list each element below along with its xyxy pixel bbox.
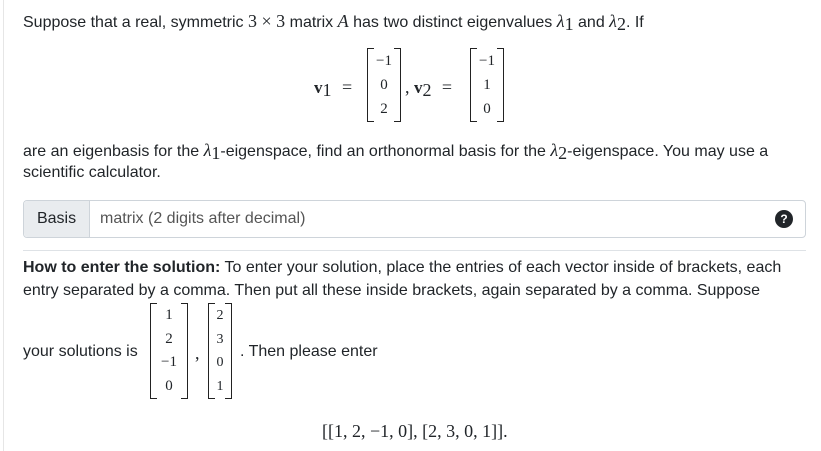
vector-v1 xyxy=(367,48,401,122)
help-icon[interactable]: ? xyxy=(775,210,793,228)
example-vector-2-entry: 3 xyxy=(216,332,224,347)
instructions-line-1: How to enter the solution: To enter your solution, place the entries of each vector inside of brackets, each xyxy=(23,259,782,276)
instructions-line-2: entry separated by a comma. Then put all these inside brackets, again separated by a comma. Suppose xyxy=(23,282,761,299)
example-vector-1-entry: 0 xyxy=(165,378,173,394)
basis-addon-label: Basis xyxy=(24,201,90,237)
v1-label: $v_1$ = xyxy=(314,77,353,100)
question-line-1: Suppose that a real, symmetric 3 × 3 matrix A has two distinct eigenvalues $\lambda_1$ and $\lambda_2$. If xyxy=(23,11,644,34)
answer-input-group xyxy=(23,200,806,238)
vector-v2 xyxy=(470,48,504,122)
divider xyxy=(23,250,806,251)
example-vector-2-entry: 0 xyxy=(216,355,224,370)
example-vector-1 xyxy=(150,303,188,399)
v1-entry: −1 xyxy=(376,53,392,69)
example-vector-2-entry: 2 xyxy=(216,308,224,323)
example-comma: , xyxy=(195,343,200,363)
v1-entry: 0 xyxy=(380,77,388,93)
v1-entry: 2 xyxy=(380,101,388,117)
example-vector-2 xyxy=(208,303,232,399)
example-vector-2-entry: 1 xyxy=(216,379,224,394)
left-border xyxy=(3,0,4,451)
example-vector-1-entry: 1 xyxy=(165,307,173,323)
question-line-3: scientific calculator. xyxy=(23,164,161,181)
example-vector-1-entry: 2 xyxy=(165,331,173,347)
v2-label: , $v_2$ = xyxy=(405,77,453,100)
basis-answer-input[interactable] xyxy=(90,201,759,237)
v2-entry: −1 xyxy=(479,53,495,69)
example-answer: [[1, 2, −1, 0], [2, 3, 0, 1]]. xyxy=(322,421,508,441)
example-vector-1-entry: −1 xyxy=(161,354,177,370)
v2-entry: 1 xyxy=(483,77,491,93)
your-solutions-text: your solutions is xyxy=(23,343,138,360)
then-enter-text: . Then please enter xyxy=(240,343,378,360)
v2-entry: 0 xyxy=(483,101,491,117)
question-line-2: are an eigenbasis for the $\lambda_1$-eigenspace, find an orthonormal basis for the $\lambda_2$-eigenspace. You may use a xyxy=(23,140,769,163)
